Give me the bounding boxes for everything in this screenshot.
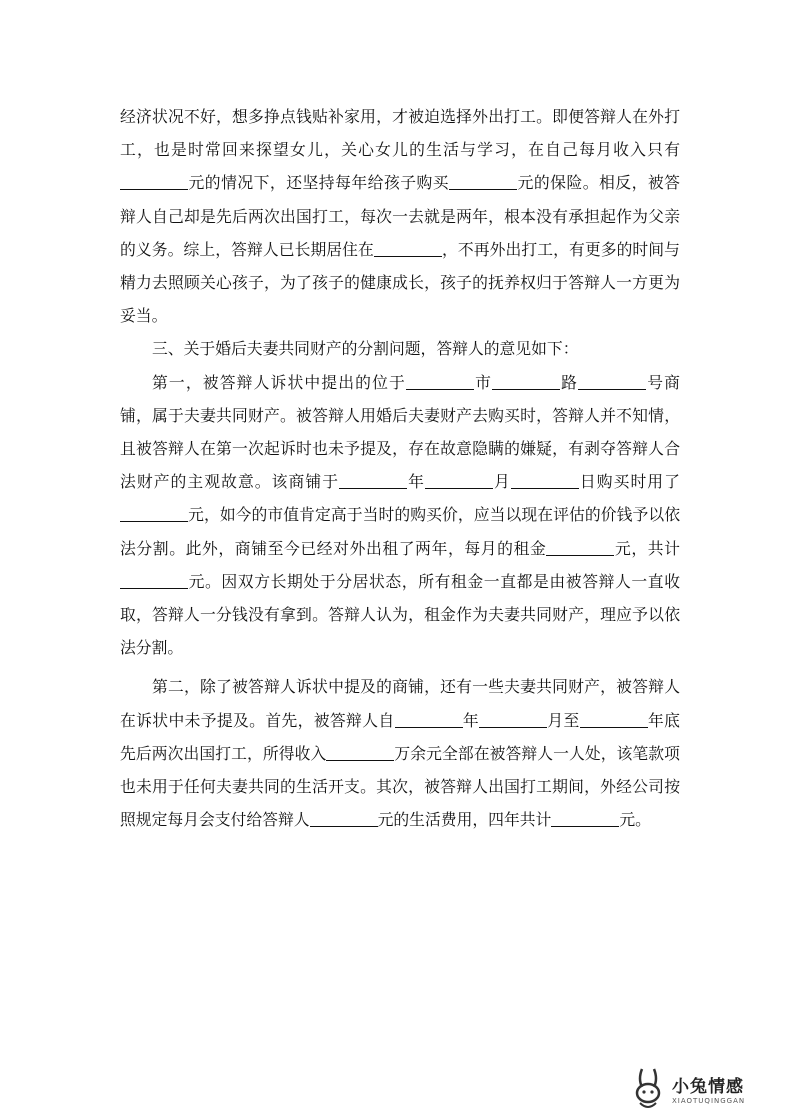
paragraph-3 xyxy=(120,366,680,665)
paragraph-4 xyxy=(120,670,680,836)
fill-in-blank xyxy=(406,371,474,390)
fill-in-blank xyxy=(546,537,614,556)
text-segment: 月至 xyxy=(547,710,580,730)
paragraph-2 xyxy=(120,332,680,365)
fill-in-blank xyxy=(580,709,648,728)
fill-in-blank xyxy=(479,709,547,728)
text-segment: 元。 xyxy=(619,810,651,830)
watermark-logo xyxy=(628,1064,778,1112)
text-segment: 元，如今的市值肯定高于当时的购买价，应当以现在评估的价钱予以依法分割。此外，商铺至今已经对外出租了两年，每月的租金 xyxy=(120,505,680,558)
fill-in-blank xyxy=(425,470,493,489)
text-segment: 元，共计 xyxy=(614,538,680,558)
text-segment: 三、关于婚后夫妻共同财产的分割问题，答辩人的意见如下： xyxy=(152,339,579,359)
fill-in-blank xyxy=(120,570,188,589)
fill-in-blank xyxy=(492,371,560,390)
text-segment: 年 xyxy=(462,710,480,730)
watermark-title: 小兔情感 xyxy=(672,1076,744,1097)
fill-in-blank xyxy=(326,742,394,761)
text-segment: 年 xyxy=(407,472,425,492)
text-segment: 第二，除了被答辩人诉状中提及的商铺，还有一些夫妻共同财产，被答辩人在诉状中未予提及。首先，被答辩人自 xyxy=(120,677,680,730)
text-segment: 月 xyxy=(492,472,511,492)
paragraph-1 xyxy=(120,100,680,332)
text-segment: 路 xyxy=(560,372,579,392)
document-body xyxy=(120,100,680,836)
fill-in-blank xyxy=(578,371,646,390)
fill-in-blank xyxy=(395,709,463,728)
text-segment: 号商铺，属于夫妻共同财产。被答辩人用婚后夫妻财产去购买时，答辩人并不知情，且被答辩人在第一次起诉时也未予提及，存在故意隐瞒的嫌疑，有剥夺答辩人合法财产的主观故意。该商铺于 xyxy=(120,372,680,492)
text-segment: 万余元全部在被答辩人一人处，该笔款项也未用于任何夫妻共同的生活开支。其次，被答辩人出国打工期间，外经公司按照规定每月会支付给答辩人 xyxy=(120,743,680,830)
text-segment: 第一，被答辩人诉状中提出的位于 xyxy=(152,372,406,392)
fill-in-blank xyxy=(374,238,442,257)
text-segment: 元。因双方长期处于分居状态，所有租金一直都是由被答辩人一直收取，答辩人一分钱没有拿到。答辩人认为，租金作为夫妻共同财产，理应予以依法分割。 xyxy=(120,571,680,658)
fill-in-blank xyxy=(339,470,407,489)
fill-in-blank xyxy=(120,171,188,190)
text-segment: 市 xyxy=(473,372,493,392)
text-segment: 元的保险。相反，被答辩人自己却是先后两次出国打工，每次一去就是两年，根本没有承担起作为父亲的义务。综上，答辩人已长期居住在 xyxy=(120,173,680,259)
text-segment: 元的情况下，还坚持每年给孩子购买 xyxy=(188,173,450,193)
text-segment: ，不再外出打工，有更多的时间与精力去照顾关心孩子，为了孩子的健康成长，孩子的抚养权归于答辩人一方更为妥当。 xyxy=(120,239,680,326)
fill-in-blank xyxy=(449,171,517,190)
text-segment: 日购买时用了 xyxy=(578,472,680,492)
watermark-subtitle: XIAOTUQINGGAN xyxy=(672,1096,746,1105)
text-segment: 经济状况不好，想多挣点钱贴补家用，才被迫选择外出打工。即便答辩人在外打工，也是时常回来探望女儿，关心女儿的生活与学习，在自己每月收入只有 xyxy=(120,107,680,160)
rabbit-logo-icon xyxy=(628,1065,668,1111)
fill-in-blank xyxy=(551,808,619,827)
fill-in-blank xyxy=(310,808,378,827)
fill-in-blank xyxy=(511,470,579,489)
text-segment: 元的生活费用，四年共计 xyxy=(377,810,552,830)
text-segment: 年底先后两次出国打工，所得收入 xyxy=(120,710,680,763)
fill-in-blank xyxy=(120,503,188,522)
